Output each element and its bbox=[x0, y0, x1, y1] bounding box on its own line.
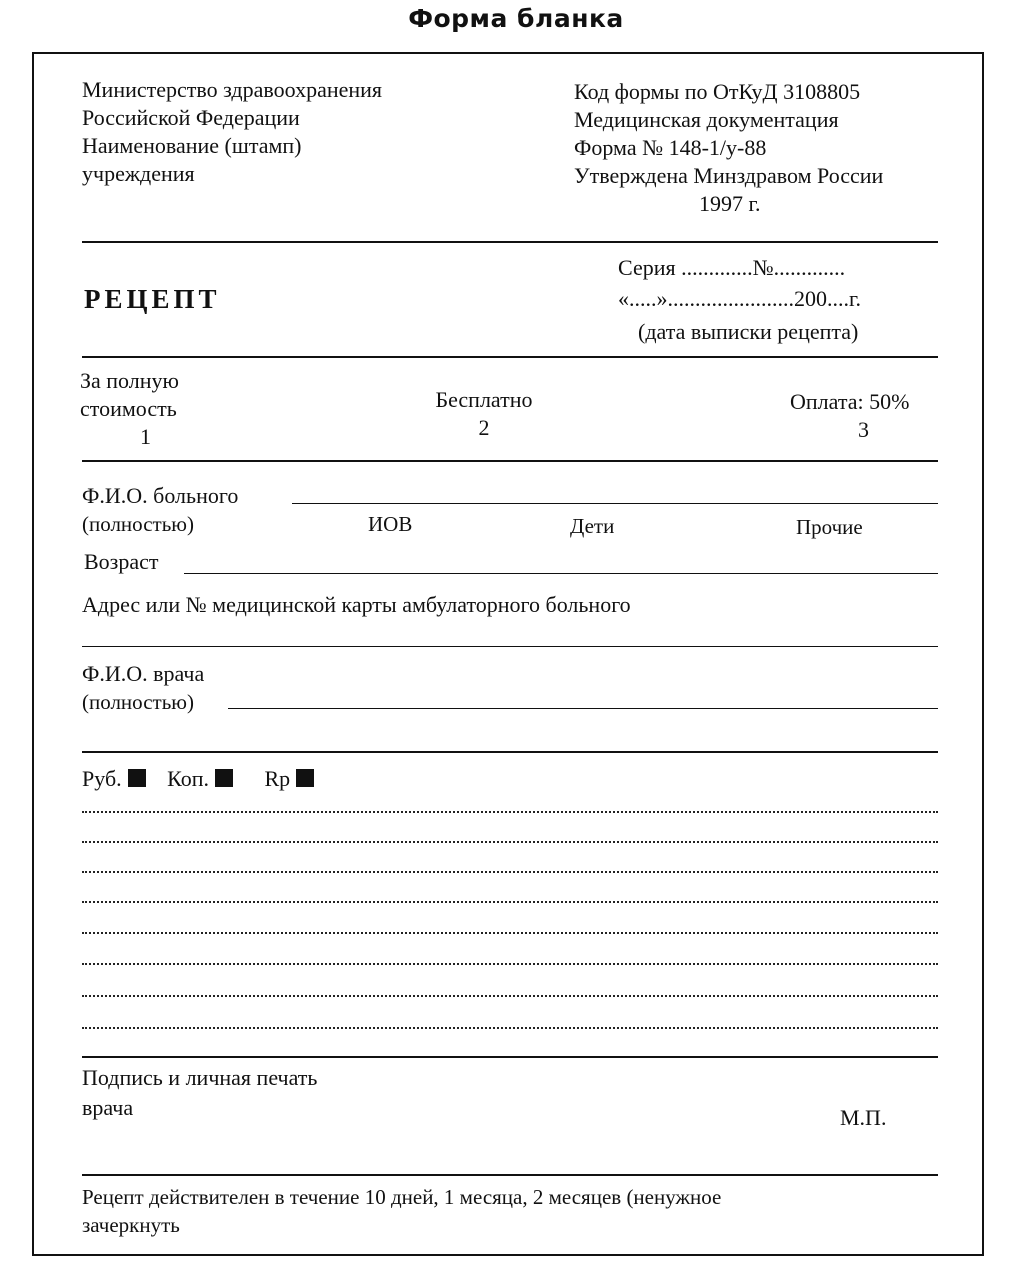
rx-line[interactable] bbox=[82, 811, 938, 813]
issue-date-caption: (дата выписки рецепта) bbox=[638, 319, 859, 344]
kop-box[interactable] bbox=[215, 769, 233, 787]
prescription-form bbox=[32, 52, 984, 1256]
rx-line[interactable] bbox=[82, 1027, 938, 1029]
rx-line[interactable] bbox=[82, 932, 938, 934]
stamp-line-2: учреждения bbox=[82, 161, 195, 186]
stamp-place: М.П. bbox=[840, 1105, 887, 1130]
approved-year: 1997 г. bbox=[699, 191, 761, 216]
divider bbox=[82, 460, 938, 462]
payment-free-label: Бесплатно bbox=[435, 387, 533, 412]
ministry-block bbox=[82, 76, 382, 188]
rx-line[interactable] bbox=[82, 963, 938, 965]
ministry-line-1: Министерство здравоохранения bbox=[82, 77, 383, 102]
rp-label: Rp bbox=[264, 766, 291, 791]
rp-box[interactable] bbox=[296, 769, 314, 787]
doctor-name-sub: (полностью) bbox=[82, 690, 194, 714]
signature-block bbox=[82, 1064, 317, 1122]
divider bbox=[82, 241, 938, 243]
divider bbox=[82, 1056, 938, 1058]
payment-full-label-2: стоимость bbox=[80, 396, 177, 421]
rub-box[interactable] bbox=[128, 769, 146, 787]
payment-half-label: Оплата: 50% bbox=[790, 389, 910, 414]
age-label: Возраст bbox=[84, 549, 159, 574]
med-doc: Медицинская документация bbox=[574, 107, 839, 132]
doctor-name-field[interactable] bbox=[228, 708, 938, 709]
rx-line[interactable] bbox=[82, 871, 938, 873]
form-code: Код формы по ОтКуД 3108805 bbox=[574, 79, 861, 104]
rx-line[interactable] bbox=[82, 995, 938, 997]
validity-line-2: зачеркнуть bbox=[82, 1213, 180, 1237]
validity-note bbox=[82, 1183, 942, 1239]
payment-full-number: 1 bbox=[140, 424, 151, 449]
stamp-line-1: Наименование (штамп) bbox=[82, 133, 302, 158]
divider bbox=[82, 1174, 938, 1176]
payment-full-label-1: За полную bbox=[80, 368, 179, 393]
rx-header bbox=[82, 765, 314, 793]
age-field[interactable] bbox=[184, 573, 938, 574]
address-field[interactable] bbox=[82, 646, 938, 647]
rub-label: Руб. bbox=[82, 766, 122, 791]
address-label: Адрес или № медицинской карты амбулаторного больного bbox=[82, 592, 631, 617]
kop-label: Коп. bbox=[167, 766, 209, 791]
payment-half-number: 3 bbox=[858, 417, 869, 442]
category-other[interactable]: Прочие bbox=[796, 515, 863, 539]
divider bbox=[82, 751, 938, 753]
payment-half-option[interactable] bbox=[790, 388, 909, 444]
patient-name-label: Ф.И.О. больного bbox=[82, 483, 239, 508]
payment-free-option[interactable] bbox=[404, 386, 564, 442]
payment-full-option[interactable] bbox=[80, 367, 179, 451]
rx-line[interactable] bbox=[82, 901, 938, 903]
divider bbox=[82, 356, 938, 358]
page-title: Форма бланка bbox=[408, 4, 624, 33]
approved-by: Утверждена Минздравом России bbox=[574, 163, 884, 188]
validity-line-1: Рецепт действителен в течение 10 дней, 1 месяца, 2 месяцев (ненужное bbox=[82, 1185, 722, 1209]
form-code-block bbox=[574, 78, 954, 218]
signature-label-2: врача bbox=[82, 1095, 134, 1120]
category-children[interactable]: Дети bbox=[570, 514, 615, 538]
patient-name-sub: (полностью) bbox=[82, 512, 194, 536]
patient-name-field[interactable] bbox=[292, 503, 938, 504]
issue-date-field[interactable]: «.....».......................200....г. bbox=[618, 286, 862, 311]
rx-line[interactable] bbox=[82, 841, 938, 843]
payment-free-number: 2 bbox=[478, 415, 490, 440]
doctor-name-label: Ф.И.О. врача bbox=[82, 661, 205, 686]
series-number-field[interactable]: Серия .............№............. bbox=[618, 255, 846, 280]
form-number: Форма № 148-1/у-88 bbox=[574, 135, 767, 160]
category-iov[interactable]: ИОВ bbox=[368, 512, 413, 536]
ministry-line-2: Российской Федерации bbox=[82, 105, 300, 130]
signature-label-1: Подпись и личная печать bbox=[82, 1065, 318, 1090]
recipe-title: РЕЦЕПТ bbox=[84, 284, 221, 314]
